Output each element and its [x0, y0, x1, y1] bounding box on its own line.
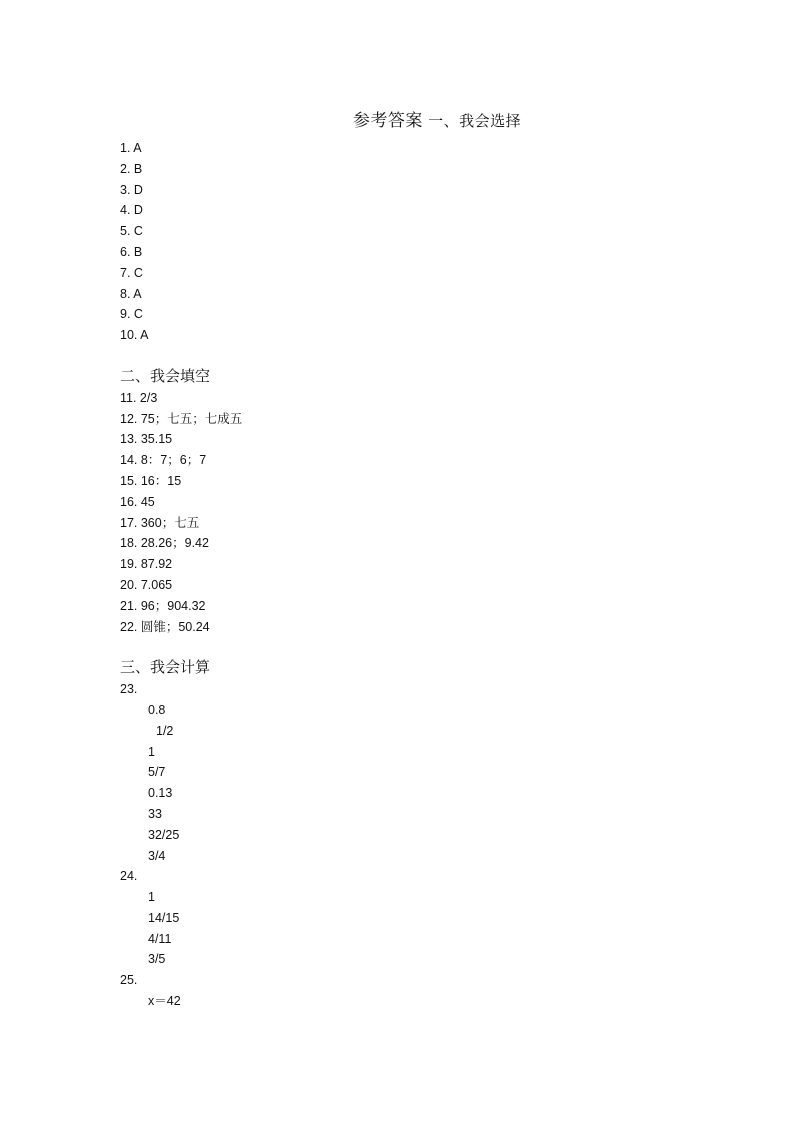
page-title [0, 106, 794, 131]
answer-line: 18. 28.26；9.42 [120, 536, 209, 551]
section2-heading: 二、我会填空 [120, 367, 211, 385]
answer-line: 13. 35.15 [120, 432, 173, 447]
answer-line: 5. C [120, 224, 143, 239]
answer-line: 21. 96；904.32 [120, 598, 206, 613]
question-25 [120, 970, 720, 1012]
question-label: 24. [120, 869, 138, 884]
answer-line: 3/4 [148, 848, 166, 863]
answer-line: 11. 2/3 [120, 390, 158, 405]
answer-line: x＝42 [148, 994, 181, 1009]
section2-answers [120, 388, 720, 638]
answer-line: 16. 45 [120, 494, 155, 509]
answer-line: 17. 360；七五 [120, 515, 200, 530]
answer-line: 4/11 [148, 931, 172, 946]
answer-line: 1 [148, 890, 155, 905]
answer-content [120, 138, 720, 1012]
answer-line: 0.13 [148, 786, 173, 801]
answer-line: 10. A [120, 328, 149, 343]
answer-line: 9. C [120, 307, 143, 322]
spacer [120, 637, 720, 658]
answer-line: 2. B [120, 161, 143, 176]
answer-line: 1. A [120, 141, 142, 155]
section3-heading: 三、我会计算 [120, 659, 211, 677]
section1-heading: 一、我会选择 [428, 113, 522, 130]
answer-line: 3/5 [148, 952, 166, 967]
answer-line: 19. 87.92 [120, 557, 173, 572]
spacer [120, 346, 720, 367]
answer-line: 0.8 [148, 702, 166, 717]
question-label: 25. [120, 973, 138, 988]
answer-line: 5/7 [148, 765, 166, 780]
answer-line: 14/15 [148, 910, 180, 925]
title-main: 参考答案 [352, 111, 423, 130]
answer-line: 20. 7.065 [120, 577, 173, 592]
answer-line: 7. C [120, 265, 143, 280]
answer-line: 8. A [120, 286, 142, 301]
answer-line: 1/2 [156, 723, 174, 738]
question-24 [120, 866, 720, 970]
question-label: 23. [120, 682, 138, 697]
answer-line: 12. 75；七五；七成五 [120, 411, 243, 426]
answer-line: 15. 16：15 [120, 473, 182, 488]
answer-line: 22. 圆锥；50.24 [120, 619, 210, 634]
section1-answers [120, 138, 720, 346]
answer-line: 3. D [120, 182, 143, 197]
answer-line: 4. D [120, 203, 143, 218]
answer-line: 6. B [120, 244, 143, 259]
answer-line: 33 [148, 806, 162, 821]
answer-line: 14. 8：7；6；7 [120, 453, 207, 468]
answer-line: 1 [148, 744, 155, 759]
question-23 [120, 679, 720, 866]
answer-line: 32/25 [148, 827, 180, 842]
